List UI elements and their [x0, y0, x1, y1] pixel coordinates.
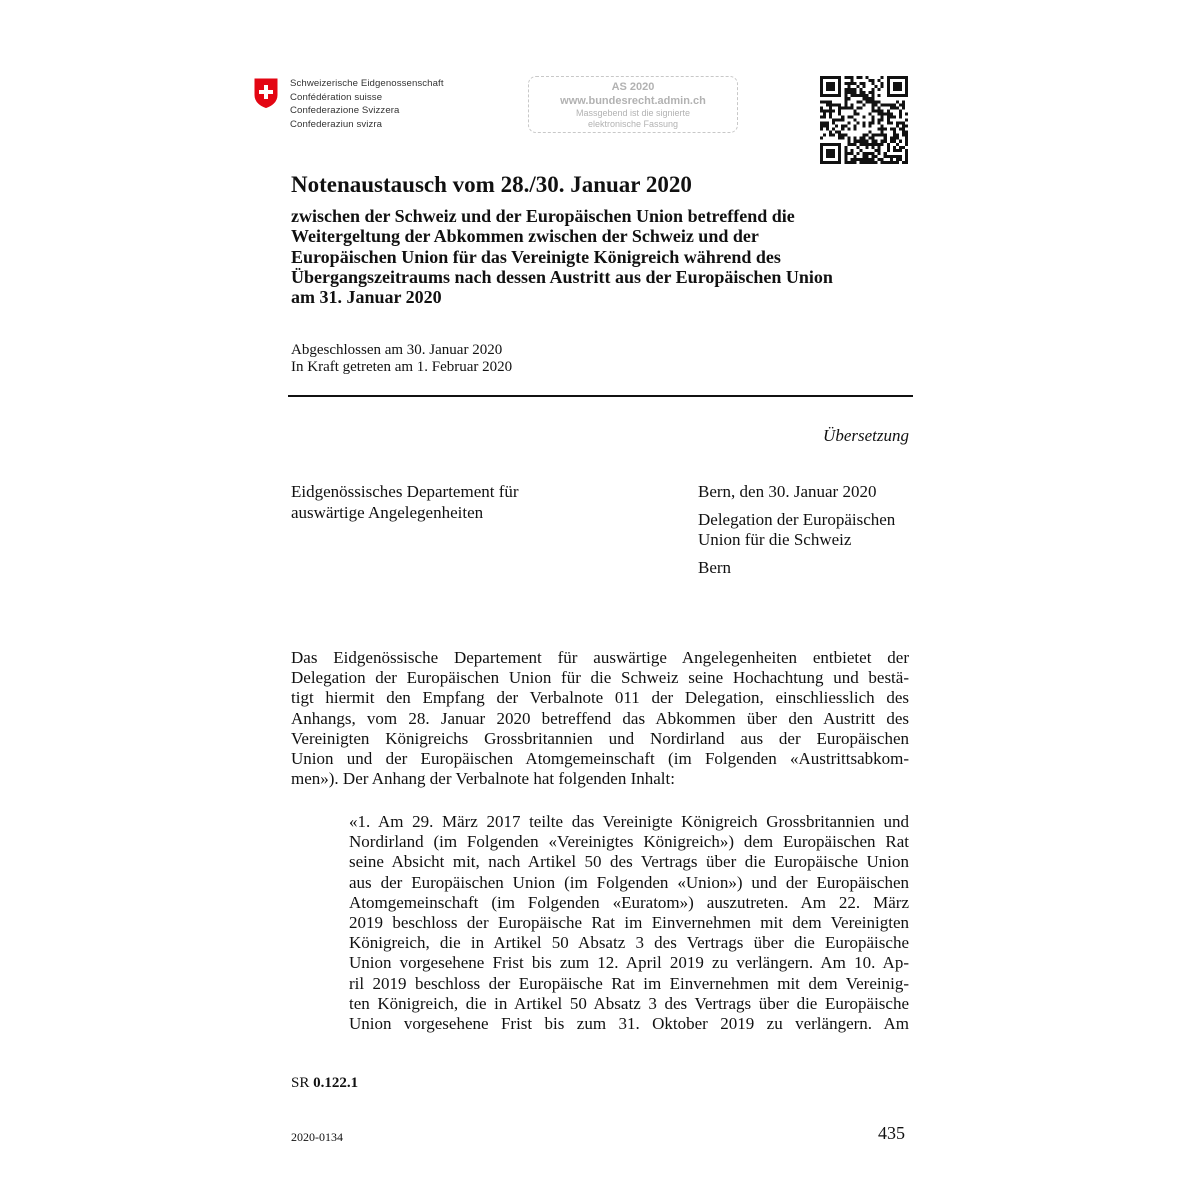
quote-line: seine Absicht mit, nach Artikel 50 des Vertrags über die Europäische Union [349, 852, 909, 872]
header-divider [288, 395, 913, 397]
quote-line: Königreich, die in Artikel 50 Absatz 3 des Vertrags über die Europäische [349, 933, 909, 953]
quote-line: «1. Am 29. März 2017 teilte das Vereinigte Königreich Grossbritannien und [349, 812, 909, 831]
body-line: Delegation der Europäischen Union für die Schweiz seine Hochachtung und bestä- [291, 668, 909, 688]
sr-reference [291, 1075, 358, 1092]
conclusion-dates [291, 342, 512, 375]
recipient-line: Union für die Schweiz [698, 530, 852, 549]
quote-line: Atomgemeinschaft (im Folgenden «Euratom») auszutreten. Am 22. März [349, 892, 909, 912]
quote-line: 2019 beschloss der Europäische Rat im Einvernehmen mit dem Vereinigten [349, 912, 909, 932]
recipient-block [698, 482, 895, 578]
swiss-cross-icon [254, 78, 278, 108]
document-number: 2020-0134 [291, 1130, 343, 1144]
body-line: men»). Der Anhang der Verbalnote hat folgenden Inhalt: [291, 769, 675, 789]
confederation-line-fr: Confédération suisse [290, 91, 383, 103]
qr-code-icon [820, 76, 908, 164]
quoted-annex-paragraph [349, 812, 909, 1034]
subtitle-line: zwischen der Schweiz und der Europäischen Union betreffend die [291, 206, 795, 226]
subtitle-line: Übergangszeitraums nach dessen Austritt aus der Europäischen Union [291, 266, 833, 287]
place-date: Bern, den 30. Januar 2020 [698, 482, 877, 501]
stamp-as-number: AS 2020 [611, 81, 655, 93]
document-title: Notenaustausch vom 28./30. Januar 2020 [291, 172, 692, 197]
confederation-line-de: Schweizerische Eidgenossenschaft [290, 78, 444, 89]
body-line: Vereinigten Königreichs Grossbritannien und Nordirland aus der Europäischen [291, 728, 909, 748]
quote-line: Union vorgesehene Frist bis zum 12. April 2019 zu verlängern. Am 10. Ap- [349, 953, 909, 973]
quote-line: aus der Europäischen Union (im Folgenden «Union») und der Europäischen [349, 872, 909, 892]
body-line: Anhangs, vom 28. Januar 2020 betreffend das Abkommen über den Austritt des [291, 708, 909, 728]
concluded-date: Abgeschlossen am 30. Januar 2020 [291, 342, 503, 358]
quote-line: Nordirland (im Folgenden «Vereinigtes Königreich») dem Europäischen Rat [349, 832, 909, 852]
body-line: tigt hiermit den Empfang der Verbalnote 011 der Delegation, einschliesslich des [291, 688, 909, 708]
body-paragraph [291, 648, 909, 789]
sr-number: 0.122.1 [313, 1075, 359, 1091]
recipient-city: Bern [698, 557, 732, 577]
subtitle-line: am 31. Januar 2020 [291, 287, 442, 308]
page-number: 435 [878, 1123, 905, 1143]
stamp-url[interactable]: www.bundesrecht.admin.ch [560, 95, 706, 107]
sender-line: auswärtige Angelegenheiten [291, 502, 484, 522]
in-force-date: In Kraft getreten am 1. Februar 2020 [291, 358, 513, 375]
confederation-line-it: Confederazione Svizzera [290, 105, 400, 116]
body-line: Das Eidgenössische Departement für auswärtige Angelegenheiten entbietet der [291, 648, 909, 667]
sender-block [291, 482, 519, 523]
translation-label: Übersetzung [823, 426, 909, 445]
subtitle-line: Europäischen Union für das Vereinigte Königreich während des [291, 246, 781, 267]
stamp-note-2: elektronische Fassung [587, 119, 679, 129]
confederation-name [290, 77, 444, 131]
body-line: Union und der Europäischen Atomgemeinschaft (im Folgenden «Austrittsabkom- [291, 748, 909, 768]
sr-prefix: SR [291, 1075, 310, 1091]
sender-line: Eidgenössisches Departement für [291, 482, 519, 501]
as-stamp [528, 76, 738, 133]
quote-line: Union vorgesehene Frist bis zum 31. Oktober 2019 zu verlängern. Am [349, 1013, 909, 1033]
quote-line: ril 2019 beschloss der Europäische Rat im Einvernehmen mit dem Vereinig- [349, 973, 909, 993]
stamp-note-1: Massgebend ist die signierte [575, 108, 691, 118]
subtitle-line: Weitergeltung der Abkommen zwischen der Schweiz und der [291, 226, 759, 247]
quote-line: ten Königreich, die in Artikel 50 Absatz 3 des Vertrags über die Europäische [349, 993, 909, 1013]
recipient-line: Delegation der Europäischen [698, 509, 896, 529]
document-subtitle [291, 206, 916, 307]
confederation-line-rm: Confederaziun svizra [290, 118, 383, 130]
